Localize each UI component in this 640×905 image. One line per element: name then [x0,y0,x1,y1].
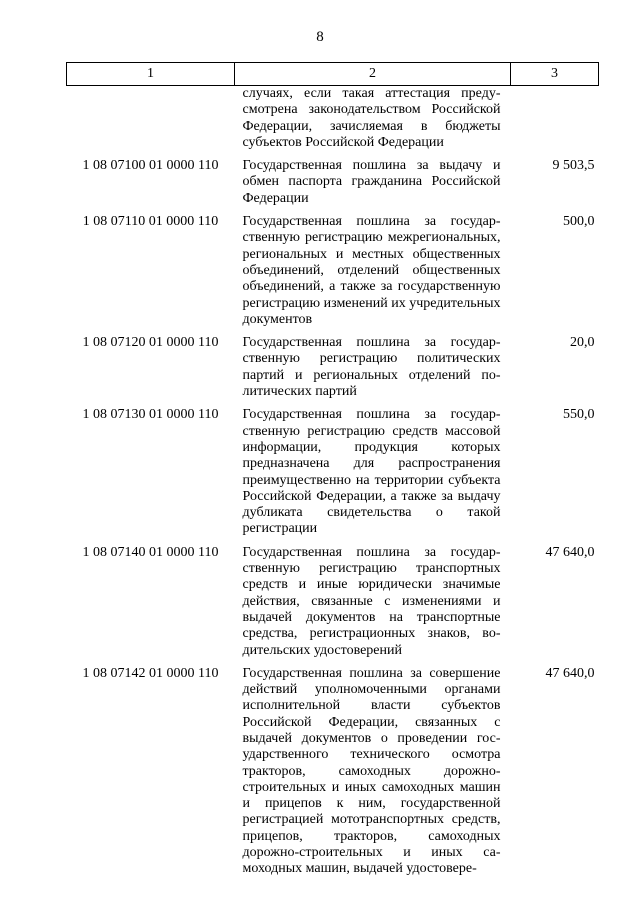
table-row [67,335,599,407]
row-amount: 550,0 [563,407,595,423]
row-code: 1 08 07100 01 0000 110 [82,158,219,174]
row-amount: 20,0 [570,335,595,351]
table-row [67,158,599,214]
row-amount: 9 503,5 [552,158,595,174]
row-description: Государственная пошлина за государственную регистрацию межрегиональных, региональных и местных общественных объединений, отделений общественных объединений, а также за государственную регистрацию изменений их учредительных документов [242,214,501,327]
table-row [67,407,599,544]
column-header-1: 1 [67,63,235,86]
row-description: Государственная пошлина за государственную регистрацию средств массовой информации, продукция которых предназначена для распространения преимущественно на территории субъекта Российской Федерации, а также за выдачу дубликата свидетельства о такой регистрации [242,407,501,537]
table-row [67,214,599,335]
row-code: 1 08 07110 01 0000 110 [82,214,219,230]
row-amount: 47 640,0 [545,544,595,560]
table-row [67,545,599,666]
row-amount: 47 640,0 [545,665,595,681]
row-code [67,86,235,159]
row-code: 1 08 07140 01 0000 110 [82,544,219,560]
column-header-2: 2 [235,63,511,86]
row-description: Государственная пошлина за совершение действий уполномоченными органами исполнительной власти субъектов Российской Федерации, связанных с выдачей документов о проведении государственного технического осмотра тракторов, самоходных дорожно-строительных и иных самоходных машин и прицепов к ним, государственной регистрацией мототранспортных средств, прицепов, тракторов, самоходных дорожно-строительных и иных самоходных машин, выдачей удостовере- [242,665,501,877]
row-amount: 500,0 [563,214,595,230]
table-row [67,86,599,159]
row-description: Государственная пошлина за государственную регистрацию транспортных средств и иные юридически значимые действия, связанные с изменениями и выдачей документов на транспортные средства, регистрационных знаков, водительских удостоверений [242,544,501,658]
column-header-3: 3 [511,63,599,86]
row-code: 1 08 07120 01 0000 110 [82,335,219,351]
row-amount [511,86,599,159]
row-code: 1 08 07142 01 0000 110 [82,665,219,681]
budget-table [66,62,599,885]
table-row [67,666,599,885]
table-header [67,63,599,86]
row-code: 1 08 07130 01 0000 110 [82,407,219,423]
table-body [67,86,599,885]
row-description: Государственная пошлина за выдачу и обмен паспорта гражданина Российской Федерации [242,158,501,206]
row-description: случаях, если такая аттестация предусмотрена законодательством Российской Федерации, зачисляемая в бюджеты субъектов Российской Федерации [242,86,501,150]
row-description: Государственная пошлина за государственную регистрацию политических партий и региональных отделений политических партий [242,335,501,400]
page-number: 8 [316,29,324,45]
